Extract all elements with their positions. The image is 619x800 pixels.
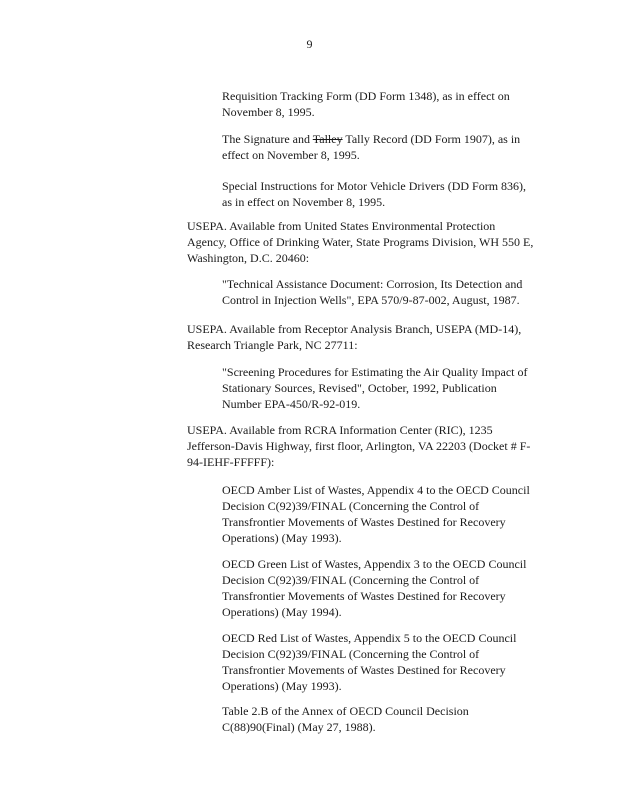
text-line: "Screening Procedures for Estimating the Air Quality Impact of (222, 365, 528, 379)
text-line: Operations) (May 1993). (222, 531, 342, 545)
text-line: as in effect on November 8, 1995. (222, 195, 386, 209)
text-line: USEPA. Available from United States Environmental Protection (187, 219, 496, 233)
text-line: Operations) (May 1993). (222, 679, 342, 693)
text-line: Decision C(92)39/FINAL (Concerning the Control of (222, 499, 480, 513)
source-usepa-rcra-center (187, 422, 557, 470)
text-line: November 8, 1995. (222, 105, 315, 119)
source-usepa-drinking-water (187, 218, 557, 266)
text-line: C(88)90(Final) (May 27, 1988). (222, 720, 376, 734)
text-fragment: Tally Record (DD Form 1907), as in (342, 132, 521, 146)
source-usepa-receptor-analysis (187, 321, 557, 353)
text-line (222, 131, 562, 147)
text-line: Research Triangle Park, NC 27711: (187, 338, 358, 352)
text-line: Jefferson-Davis Highway, first floor, Arlington, VA 22203 (Docket # F- (187, 439, 531, 453)
text-line: Decision C(92)39/FINAL (Concerning the Control of (222, 573, 480, 587)
entry-oecd-amber-list (222, 482, 562, 546)
entry-dd-form-1348 (222, 88, 562, 120)
text-line: Washington, D.C. 20460: (187, 251, 310, 265)
text-line: "Technical Assistance Document: Corrosion, Its Detection and (222, 277, 523, 291)
text-line: 94-IEHF-FFFFF): (187, 455, 275, 469)
entry-dd-form-1907 (222, 131, 562, 163)
text-line: Number EPA-450/R-92-019. (222, 397, 361, 411)
text-line: Transfrontier Movements of Wastes Destined for Recovery (222, 663, 506, 677)
text-line: Control in Injection Wells", EPA 570/9-87-002, August, 1987. (222, 293, 520, 307)
text-line: USEPA. Available from Receptor Analysis Branch, USEPA (MD-14), (187, 322, 522, 336)
text-line: Table 2.B of the Annex of OECD Council Decision (222, 704, 469, 718)
page-number: 9 (306, 37, 313, 51)
text-line: Transfrontier Movements of Wastes Destined for Recovery (222, 515, 506, 529)
entry-dd-form-836 (222, 178, 562, 210)
entry-corrosion-document (222, 276, 567, 308)
struck-text: Talley (312, 132, 343, 146)
entry-oecd-green-list (222, 556, 562, 620)
text-line: USEPA. Available from RCRA Information Center (RIC), 1235 (187, 423, 493, 437)
text-line: effect on November 8, 1995. (222, 148, 360, 162)
entry-oecd-red-list (222, 630, 562, 694)
entry-screening-procedures (222, 364, 567, 412)
text-fragment: The Signature and (222, 132, 313, 146)
text-line: Requisition Tracking Form (DD Form 1348), as in effect on (222, 89, 510, 103)
text-line: OECD Red List of Wastes, Appendix 5 to the OECD Council (222, 631, 517, 645)
text-line: Operations) (May 1994). (222, 605, 342, 619)
text-line: Agency, Office of Drinking Water, State Programs Division, WH 550 E, (187, 235, 534, 249)
text-line: Special Instructions for Motor Vehicle Drivers (DD Form 836), (222, 179, 527, 193)
text-line: OECD Green List of Wastes, Appendix 3 to the OECD Council (222, 557, 527, 571)
text-line: Decision C(92)39/FINAL (Concerning the Control of (222, 647, 480, 661)
text-line: Stationary Sources, Revised", October, 1992, Publication (222, 381, 497, 395)
entry-oecd-table-2b (222, 703, 562, 735)
text-line: Transfrontier Movements of Wastes Destined for Recovery (222, 589, 506, 603)
text-line: OECD Amber List of Wastes, Appendix 4 to the OECD Council (222, 483, 530, 497)
